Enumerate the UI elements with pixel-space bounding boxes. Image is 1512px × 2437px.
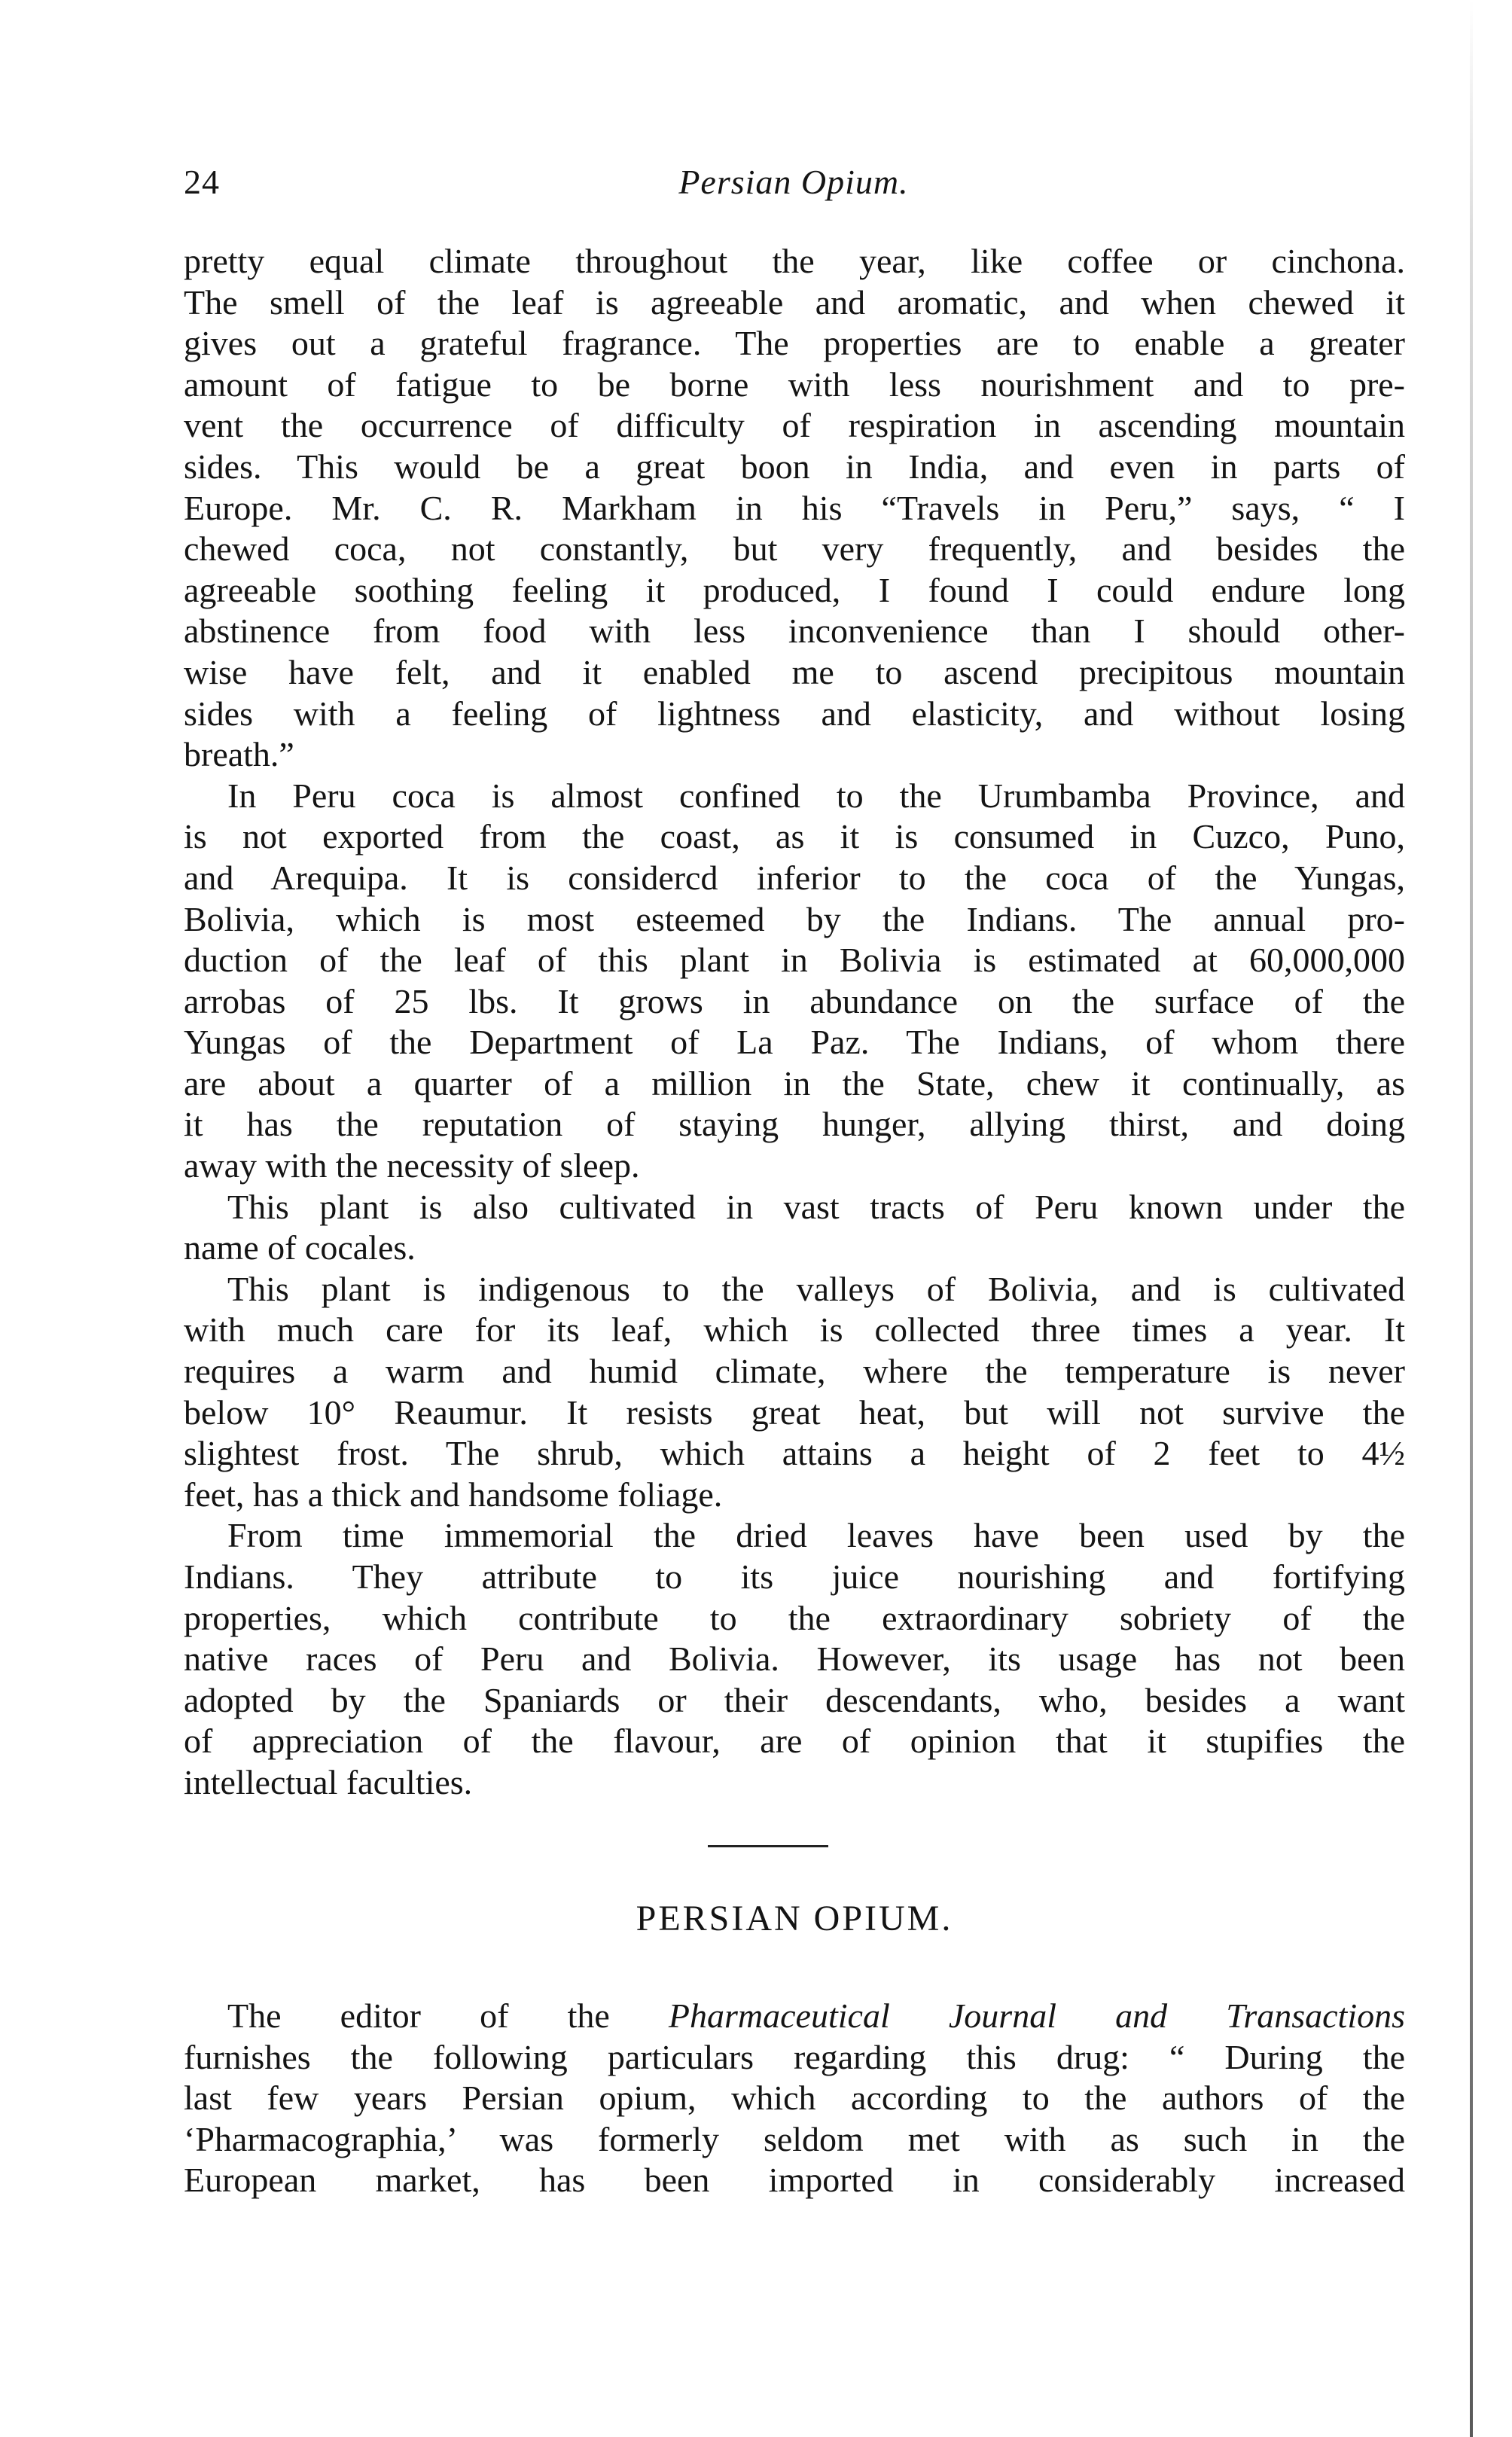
text-line: breath.” — [184, 735, 294, 774]
text-line — [184, 1996, 1405, 2037]
text-line: vent the occurrence of difficulty of respiration in ascending mountain — [184, 406, 1405, 445]
text-line: Bolivia, which is most esteemed by the Indians. The annual pro- — [184, 899, 1405, 938]
text-line: This plant is also cultivated in vast tracts of Peru known under the — [227, 1187, 1405, 1226]
text-line: requires a warm and humid climate, where the temperature is never — [184, 1352, 1405, 1391]
text-line: furnishes the following particulars regarding this drug: “ During the — [184, 2037, 1405, 2076]
text-line: last few years Persian opium, which according to the authors of the — [184, 2079, 1405, 2118]
text-line: From time immemorial the dried leaves have been used by the — [227, 1516, 1405, 1555]
text-line: ‘Pharmacographia,’ was formerly seldom met with as such in the — [184, 2119, 1405, 2158]
text-line: amount of fatigue to be borne with less nourishment and to pre- — [184, 364, 1405, 404]
text-line: with much care for its leaf, which is collected three times a year. It — [184, 1310, 1405, 1350]
text-line: gives out a grateful fragrance. The properties are to enable a greater — [184, 324, 1405, 363]
text-line: adopted by the Spaniards or their descendants, who, besides a want — [184, 1680, 1405, 1719]
section-divider — [708, 1845, 828, 1847]
text-line: properties, which contribute to the extraordinary sobriety of the — [184, 1598, 1405, 1637]
text-line: The smell of the leaf is agreeable and aromatic, and when chewed it — [184, 282, 1405, 322]
text-line: of appreciation of the flavour, are of opinion that it stupifies the — [184, 1722, 1405, 1761]
text-line: sides. This would be a great boon in India, and even in parts of — [184, 447, 1405, 486]
scan-edge-shadow — [1470, 0, 1473, 2437]
text-line: away with the necessity of sleep. — [184, 1146, 640, 1185]
text-line: and Arequipa. It is considercd inferior to the coca of the Yungas, — [184, 858, 1405, 897]
text-line: European market, has been imported in considerably increased — [184, 2161, 1405, 2200]
text-line: abstinence from food with less inconvenience than I should other- — [184, 612, 1405, 651]
text-line: it has the reputation of staying hunger, allying thirst, and doing — [184, 1105, 1405, 1144]
text-line: agreeable soothing feeling it produced, I found I could endure long — [184, 570, 1405, 609]
text-line: name of cocales. — [184, 1228, 416, 1267]
text-line: slightest frost. The shrub, which attains a height of 2 feet to 4½ — [184, 1434, 1405, 1473]
text-line: sides with a feeling of lightness and elasticity, and without losing — [184, 694, 1405, 733]
text-line: feet, has a thick and handsome foliage. — [184, 1475, 723, 1514]
running-head — [184, 162, 1404, 215]
opium-text-block — [184, 1996, 1405, 2201]
text-line: wise have felt, and it enabled me to ascend precipitous mountain — [184, 652, 1405, 691]
text-line: Indians. They attribute to its juice nourishing and fortifying — [184, 1557, 1405, 1596]
text-line-start: The editor of the — [227, 1996, 669, 2035]
text-line: chewed coca, not constantly, but very frequently, and besides the — [184, 529, 1405, 569]
text-line: This plant is indigenous to the valleys of Bolivia, and is cultivated — [227, 1269, 1405, 1308]
text-line: pretty equal climate throughout the year, like coffee or cinchona. — [184, 242, 1405, 280]
text-line: Yungas of the Department of La Paz. The Indians, of whom there — [184, 1023, 1405, 1062]
text-line: is not exported from the coast, as it is consumed in Cuzco, Puno, — [184, 817, 1405, 856]
text-line: are about a quarter of a million in the State, chew it continually, as — [184, 1063, 1405, 1103]
text-line: below 10° Reaumur. It resists great heat, but will not survive the — [184, 1392, 1405, 1432]
section-heading: PERSIAN OPIUM. — [636, 1899, 953, 1938]
running-title: Persian Opium. — [678, 163, 909, 201]
text-line: Europe. Mr. C. R. Markham in his “Travels in Peru,” says, “ I — [184, 488, 1405, 527]
text-line: native races of Peru and Bolivia. However, its usage has not been — [184, 1639, 1405, 1679]
text-line: intellectual faculties. — [184, 1762, 473, 1801]
page-number: 24 — [184, 163, 220, 201]
text-line: In Peru coca is almost confined to the Urumbamba Province, and — [227, 776, 1405, 815]
text-line: duction of the leaf of this plant in Bolivia is estimated at 60,000,000 — [184, 941, 1405, 980]
coca-text-block — [184, 241, 1405, 1804]
journal-title: Pharmaceutical Journal and Transactions — [668, 1996, 1406, 2035]
text-line: arrobas of 25 lbs. It grows in abundance on the surface of the — [184, 981, 1405, 1020]
